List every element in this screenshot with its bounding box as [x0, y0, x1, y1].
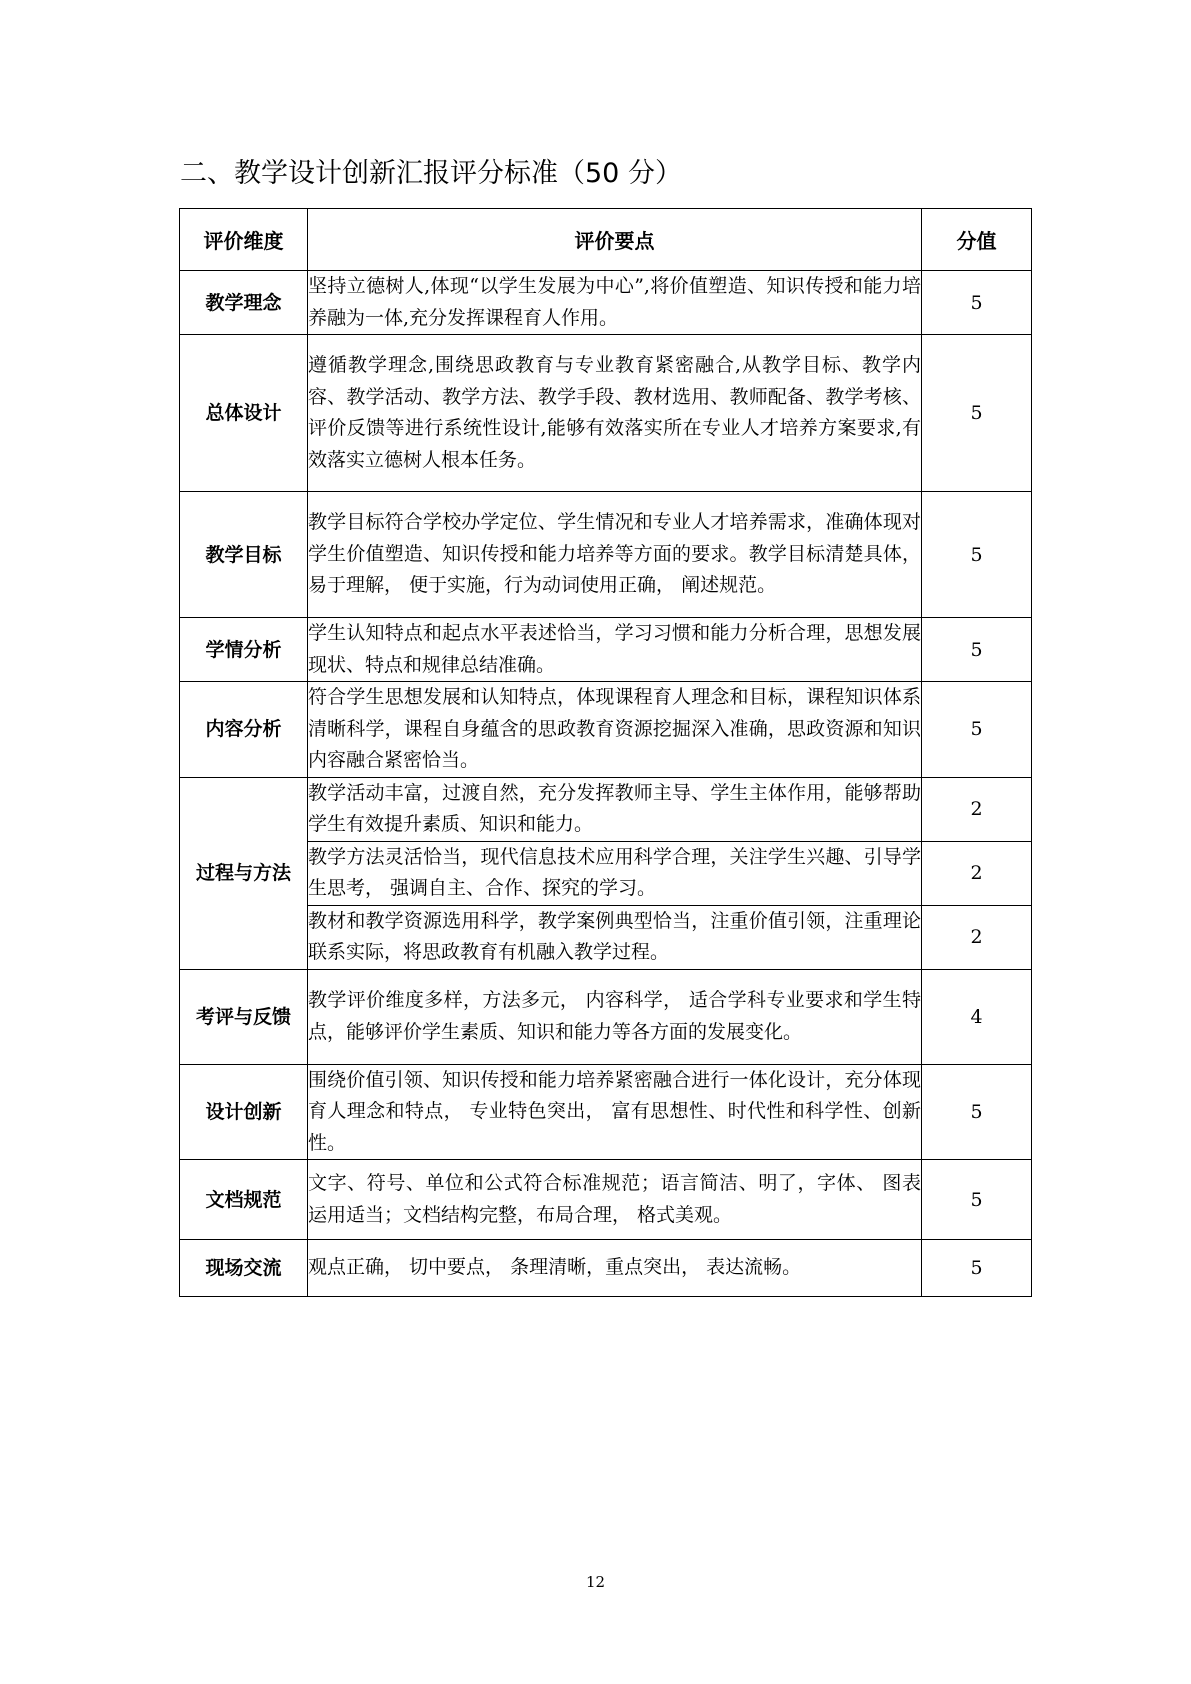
- table-header-row: [180, 209, 1032, 271]
- table-row: [180, 969, 1032, 1064]
- score-cell: 5: [922, 682, 1032, 778]
- header-score: 分值: [922, 209, 1032, 271]
- score-cell: 5: [922, 1240, 1032, 1297]
- table-row: [180, 492, 1032, 618]
- dimension-cell: 教学理念: [180, 271, 308, 335]
- score-cell: 4: [922, 969, 1032, 1064]
- criteria-text: 教学方法灵活恰当，现代信息技术应用科学合理，关注学生兴趣、引导学生思考， 强调自主、合作、探究的学习。: [308, 841, 922, 905]
- score-cell: 5: [922, 492, 1032, 618]
- score-cell: 2: [922, 841, 1032, 905]
- criteria-text: 教学活动丰富，过渡自然，充分发挥教师主导、学生主体作用，能够帮助学生有效提升素质、知识和能力。: [308, 777, 922, 841]
- table-row: [180, 335, 1032, 492]
- dimension-cell: 学情分析: [180, 618, 308, 682]
- dimension-cell: 过程与方法: [180, 777, 308, 969]
- criteria-text: 围绕价值引领、知识传授和能力培养紧密融合进行一体化设计，充分体现育人理念和特点， 专业特色突出， 富有思想性、时代性和科学性、创新性。: [308, 1064, 922, 1160]
- score-cell: 5: [922, 618, 1032, 682]
- criteria-text: 坚持立德树人,体现“以学生发展为中心”,将价值塑造、知识传授和能力培养融为一体,充分发挥课程育人作用。: [308, 271, 922, 335]
- criteria-text: 教学评价维度多样，方法多元， 内容科学， 适合学科专业要求和学生特点，能够评价学生素质、知识和能力等各方面的发展变化。: [308, 969, 922, 1064]
- scoring-criteria-table: [179, 208, 1032, 1297]
- criteria-text: 符合学生思想发展和认知特点，体现课程育人理念和目标，课程知识体系 清晰科学，课程自身蕴含的思政教育资源挖掘深入准确，思政资源和知识内容融合紧密恰当。: [308, 682, 922, 778]
- dimension-cell: 考评与反馈: [180, 969, 308, 1064]
- score-cell: 2: [922, 905, 1032, 969]
- table-row: [180, 841, 1032, 905]
- criteria-text: 遵循教学理念,围绕思政教育与专业教育紧密融合,从教学目标、教学内 容、教学活动、教学方法、教学手段、教材选用、教师配备、教学考核、 评价反馈等进行系统性设计,能够有效落实所在专业人才培养方案要求,有效落实立德树人根本任务。: [308, 335, 922, 492]
- dimension-cell: 设计创新: [180, 1064, 308, 1160]
- dimension-cell: 总体设计: [180, 335, 308, 492]
- table-row: [180, 271, 1032, 335]
- score-cell: 5: [922, 1064, 1032, 1160]
- table-row: [180, 777, 1032, 841]
- score-cell: 5: [922, 271, 1032, 335]
- table-row: [180, 618, 1032, 682]
- criteria-text: 观点正确， 切中要点， 条理清晰，重点突出， 表达流畅。: [308, 1240, 922, 1297]
- table-row: [180, 682, 1032, 778]
- criteria-text: 文字、符号、单位和公式符合标准规范；语言简洁、明了，字体、 图表运用适当；文档结构完整，布局合理， 格式美观。: [308, 1160, 922, 1240]
- dimension-cell: 教学目标: [180, 492, 308, 618]
- dimension-cell: 现场交流: [180, 1240, 308, 1297]
- table-row: [180, 1240, 1032, 1297]
- score-cell: 2: [922, 777, 1032, 841]
- page-number: 12: [585, 1573, 606, 1591]
- dimension-cell: 文档规范: [180, 1160, 308, 1240]
- header-dimension: 评价维度: [180, 209, 308, 271]
- criteria-text: 学生认知特点和起点水平表述恰当，学习习惯和能力分析合理，思想发展现状、特点和规律总结准确。: [308, 618, 922, 682]
- table-row: [180, 905, 1032, 969]
- table-row: [180, 1160, 1032, 1240]
- header-points: 评价要点: [308, 209, 922, 271]
- page-title: 二、教学设计创新汇报评分标准（50 分）: [180, 158, 682, 189]
- score-cell: 5: [922, 335, 1032, 492]
- score-cell: 5: [922, 1160, 1032, 1240]
- criteria-text: 教材和教学资源选用科学，教学案例典型恰当，注重价值引领，注重理论联系实际，将思政教育有机融入教学过程。: [308, 905, 922, 969]
- table-row: [180, 1064, 1032, 1160]
- dimension-cell: 内容分析: [180, 682, 308, 778]
- criteria-text: 教学目标符合学校办学定位、学生情况和专业人才培养需求，准确体现对 学生价值塑造、知识传授和能力培养等方面的要求。教学目标清楚具体，易于理解， 便于实施，行为动词使用正确， 阐述规范。: [308, 492, 922, 618]
